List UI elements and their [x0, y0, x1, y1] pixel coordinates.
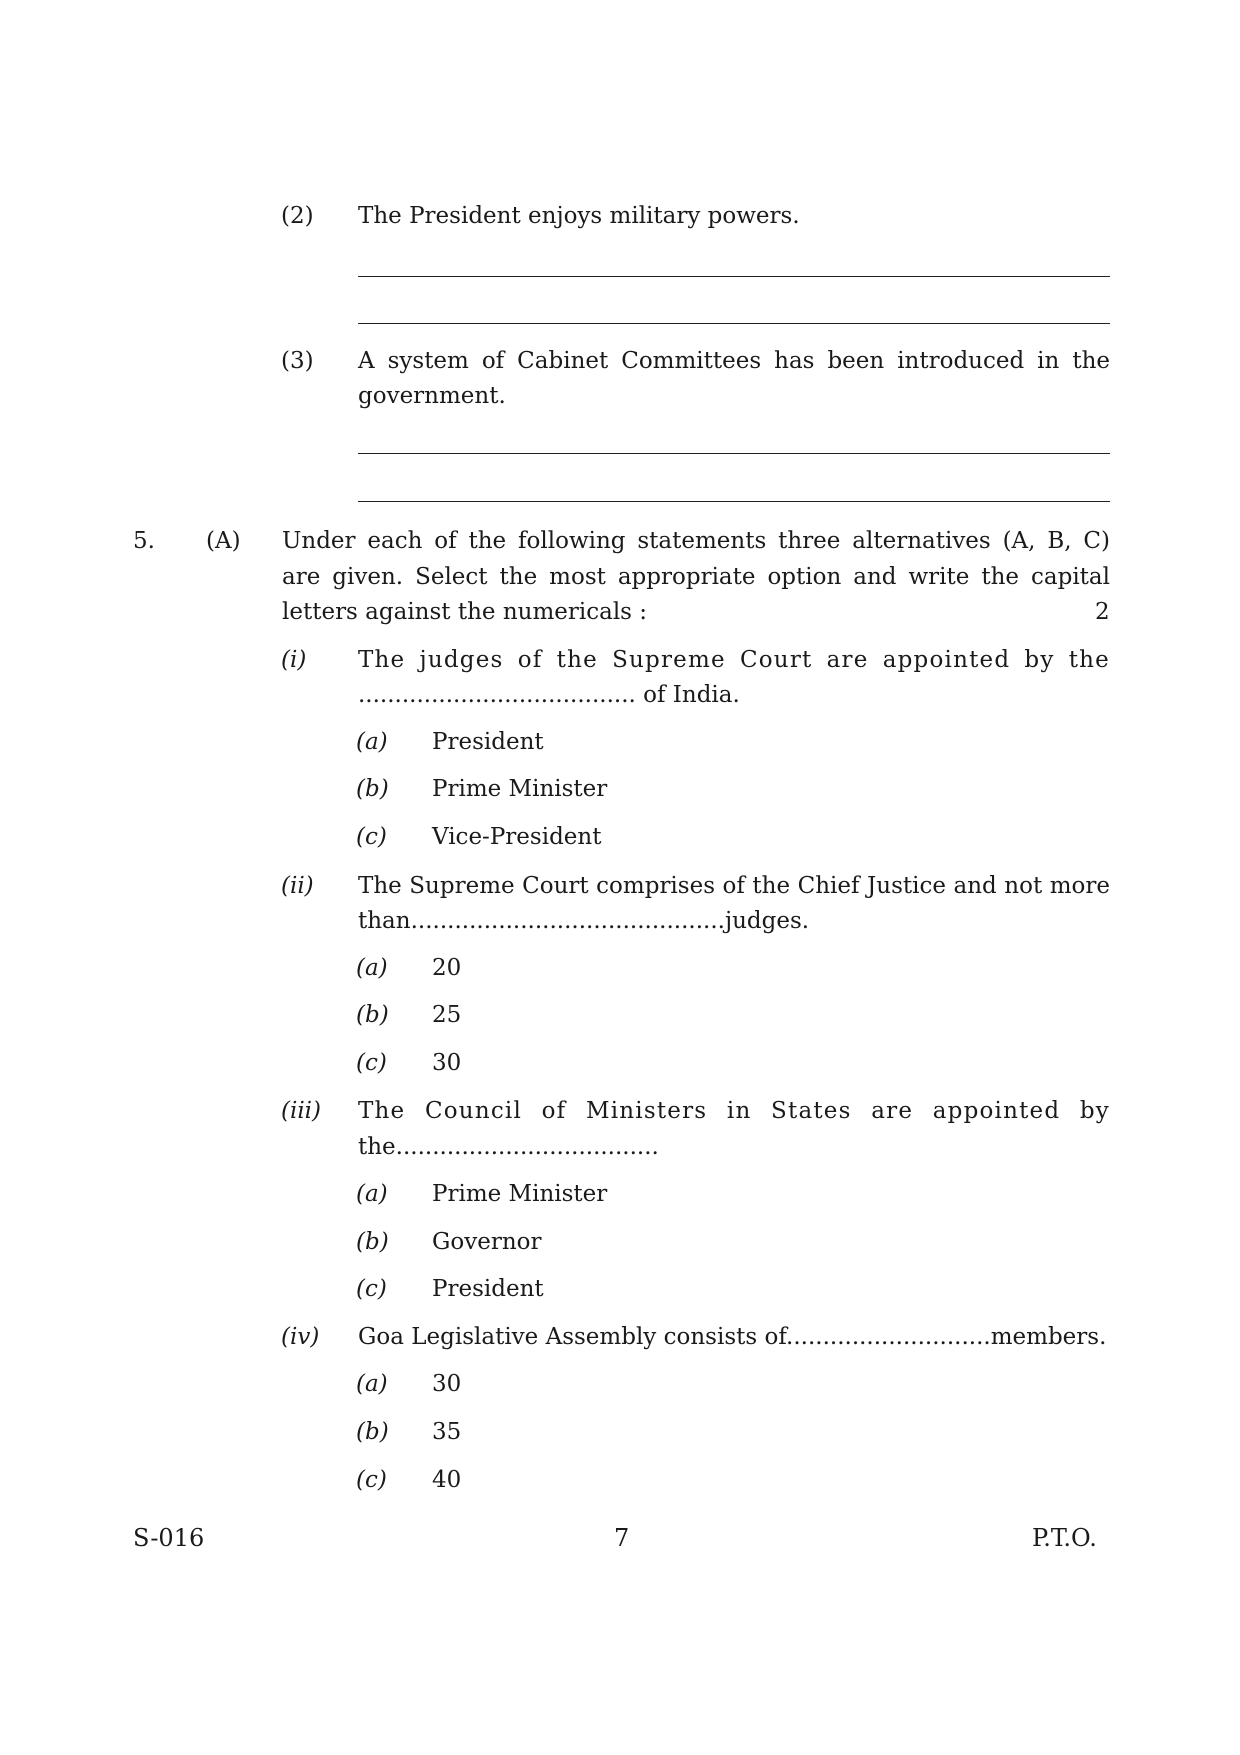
answer-line	[358, 323, 1110, 324]
q4-part-3-text-line1: A system of Cabinet Committees has been introduced in the	[358, 348, 1110, 374]
option-text: Prime Minister	[432, 1181, 608, 1207]
question-text-line1: The Council of Ministers in States are appointed by	[358, 1098, 1110, 1124]
q4-part-2-number: (2)	[281, 203, 314, 229]
footer-pto: P.T.O.	[1032, 1524, 1097, 1552]
q5-intro-line1: Under each of the following statements three alternatives (A, B, C)	[282, 528, 1110, 554]
question-text-line2: than...........................................judges.	[358, 908, 810, 934]
option-text: 40	[432, 1467, 462, 1493]
footer-page-number: 7	[614, 1524, 630, 1552]
option-text: 25	[432, 1002, 462, 1028]
q5-number: 5.	[133, 528, 155, 554]
question-text-line1: Goa Legislative Assembly consists of............................members.	[358, 1324, 1107, 1350]
question-number: (ii)	[281, 873, 314, 899]
option-text: 35	[432, 1419, 462, 1445]
option-label: (c)	[356, 1050, 387, 1076]
option-label: (a)	[356, 729, 388, 755]
q4-part-2-text: The President enjoys military powers.	[358, 203, 800, 229]
option-text: Prime Minister	[432, 776, 608, 802]
question-text-line2: ...................................... of India.	[358, 682, 740, 708]
answer-line	[358, 276, 1110, 277]
q5-intro-line2: are given. Select the most appropriate option and write the capital	[282, 564, 1110, 590]
q5-part-label: (A)	[206, 528, 241, 554]
option-text: 30	[432, 1050, 462, 1076]
option-label: (c)	[356, 1467, 387, 1493]
option-text: President	[432, 729, 544, 755]
question-text-line2: the....................................	[358, 1134, 659, 1160]
answer-line	[358, 501, 1110, 502]
question-number: (iv)	[281, 1324, 320, 1350]
question-number: (iii)	[281, 1098, 322, 1124]
q5-intro-line3: letters against the numericals :	[282, 599, 648, 625]
option-label: (b)	[356, 1002, 389, 1028]
answer-line	[358, 453, 1110, 454]
option-text: Vice-President	[432, 824, 602, 850]
q4-part-3-text-line2: government.	[358, 383, 506, 409]
option-label: (c)	[356, 1276, 387, 1302]
q5-marks: 2	[1095, 599, 1110, 625]
question-text-line1: The judges of the Supreme Court are appointed by the	[358, 647, 1110, 673]
option-text: 20	[432, 955, 462, 981]
option-text: President	[432, 1276, 544, 1302]
question-number: (i)	[281, 647, 307, 673]
option-label: (b)	[356, 776, 389, 802]
option-label: (a)	[356, 1371, 388, 1397]
footer-paper-code: S-016	[133, 1524, 205, 1552]
option-label: (a)	[356, 1181, 388, 1207]
q4-part-3-number: (3)	[281, 348, 314, 374]
option-text: 30	[432, 1371, 462, 1397]
option-label: (c)	[356, 824, 387, 850]
option-label: (a)	[356, 955, 388, 981]
option-label: (b)	[356, 1419, 389, 1445]
option-text: Governor	[432, 1229, 542, 1255]
question-text-line1: The Supreme Court comprises of the Chief Justice and not more	[358, 873, 1110, 899]
option-label: (b)	[356, 1229, 389, 1255]
